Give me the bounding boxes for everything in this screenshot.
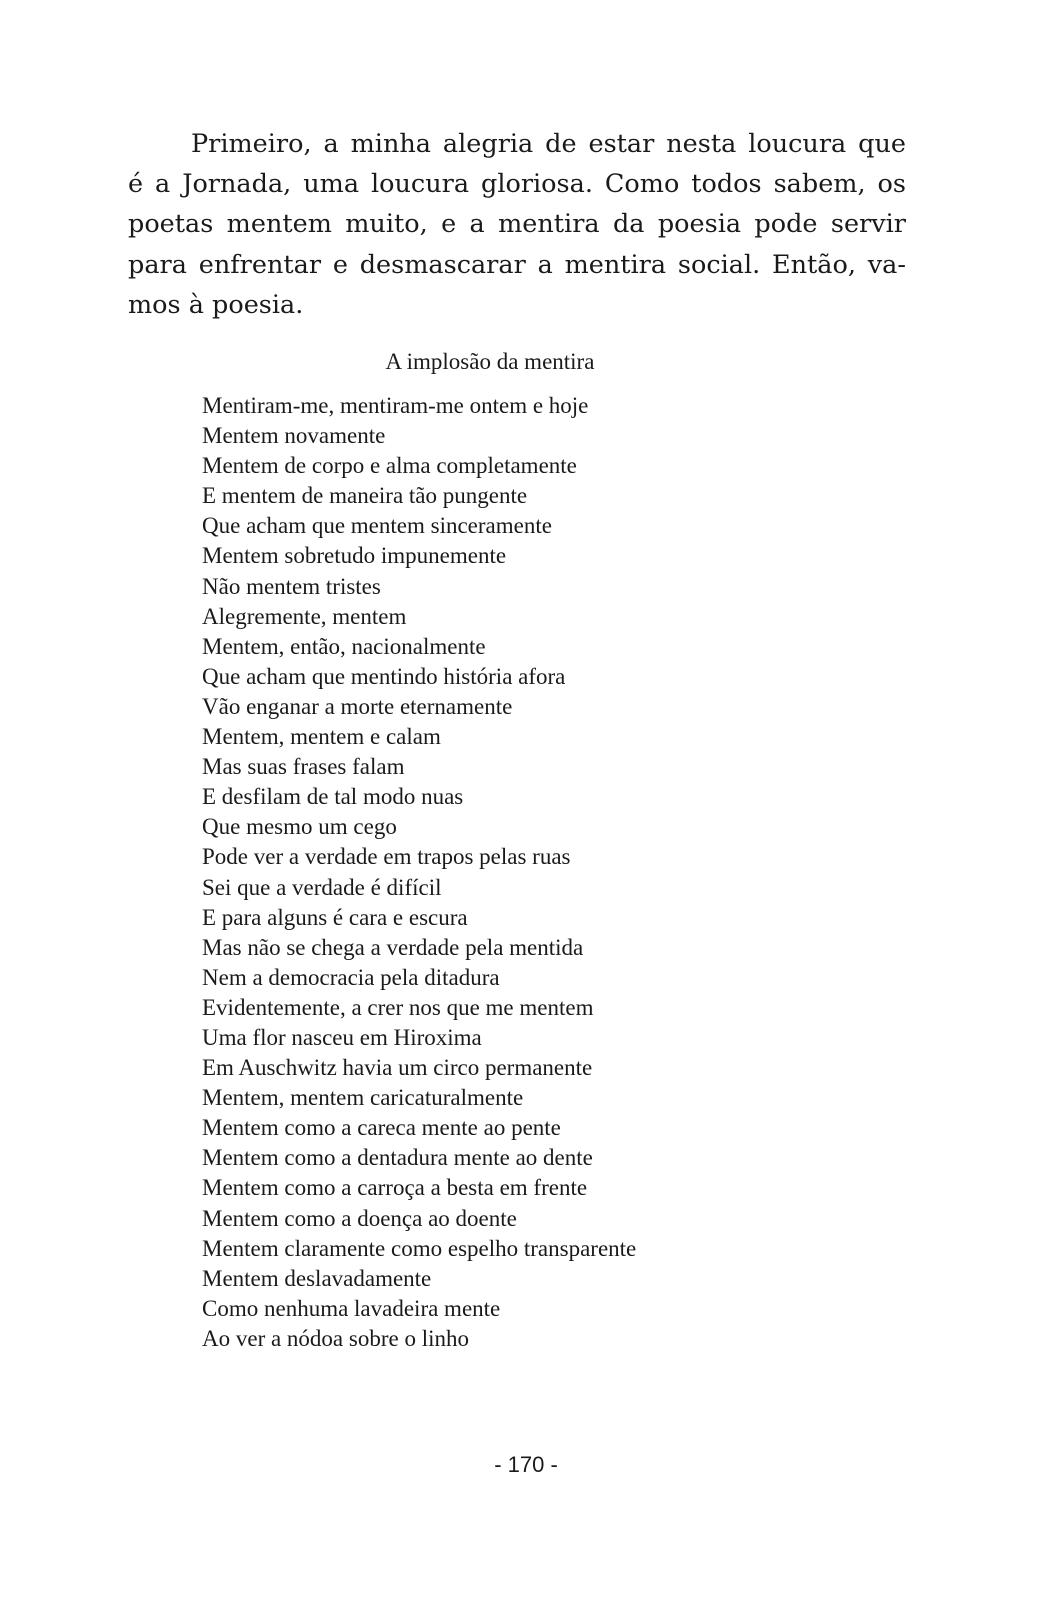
poem-line: E para alguns é cara e escura xyxy=(202,904,468,930)
page-number: - 170 - xyxy=(494,1452,558,1477)
poem-line: Mentem sobretudo impunemente xyxy=(202,543,507,569)
poem-line: Em Auschwitz havia um circo permanente xyxy=(202,1055,593,1081)
poem-verses xyxy=(202,391,636,1354)
poem-line: Mentem claramente como espelho transparente xyxy=(202,1235,637,1261)
poem-line: Sei que a verdade é difícil xyxy=(202,874,442,900)
poem-line: Vão enganar a morte eternamente xyxy=(202,693,513,719)
poem-line: Mentem como a careca mente ao pente xyxy=(202,1115,561,1141)
intro-line: poetas mentem muito, e a mentira da poesia pode servir xyxy=(128,209,906,240)
poem-line: E desfilam de tal modo nuas xyxy=(202,784,464,810)
poem-title xyxy=(0,348,1052,376)
poem-line: Mentem deslavadamente xyxy=(202,1265,432,1291)
poem-line: Que acham que mentindo história afora xyxy=(202,663,566,689)
intro-line: Primeiro, a minha alegria de estar nesta loucura que xyxy=(191,129,906,159)
poem-line: Mentem novamente xyxy=(202,423,386,449)
poem-line: Ao ver a nódoa sobre o linho xyxy=(202,1325,469,1351)
poem-line: Mentem de corpo e alma completamente xyxy=(202,453,577,479)
poem-line: Mentem, mentem caricaturalmente xyxy=(202,1085,524,1111)
poem-line: Mas suas frases falam xyxy=(202,754,405,780)
poem-title-text: A implosão da mentira xyxy=(385,349,595,374)
poem-line: Evidentemente, a crer nos que me mentem xyxy=(202,994,594,1020)
poem-line: Pode ver a verdade em trapos pelas ruas xyxy=(202,844,571,870)
poem-line: Mentem como a carroça a besta em frente xyxy=(202,1175,588,1201)
intro-line: é a Jornada, uma loucura gloriosa. Como todos sabem, os xyxy=(128,169,906,200)
poem-line: Mentem como a doença ao doente xyxy=(202,1205,517,1231)
poem-line: Mentem como a dentadura mente ao dente xyxy=(202,1145,593,1171)
poem-line: Que mesmo um cego xyxy=(202,814,397,840)
intro-paragraph xyxy=(128,124,906,325)
poem-line: Alegremente, mentem xyxy=(202,603,407,629)
poem-line: Nem a democracia pela ditadura xyxy=(202,964,500,990)
intro-line: para enfrentar e desmascarar a mentira social. Então, va- xyxy=(128,249,906,280)
poem-line: Mentiram-me, mentiram-me ontem e hoje xyxy=(202,393,589,418)
poem-line: Mas não se chega a verdade pela mentida xyxy=(202,934,584,960)
poem-line: Mentem, então, nacionalmente xyxy=(202,633,486,659)
poem-line: Mentem, mentem e calam xyxy=(202,724,441,750)
poem-line: Uma flor nasceu em Hiroxima xyxy=(202,1024,482,1050)
intro-line: mos à poesia. xyxy=(128,289,304,320)
poem-line: Que acham que mentem sinceramente xyxy=(202,513,552,539)
poem-line: E mentem de maneira tão pungente xyxy=(202,483,528,509)
poem-line: Como nenhuma lavadeira mente xyxy=(202,1295,501,1321)
poem-line: Não mentem tristes xyxy=(202,573,381,599)
